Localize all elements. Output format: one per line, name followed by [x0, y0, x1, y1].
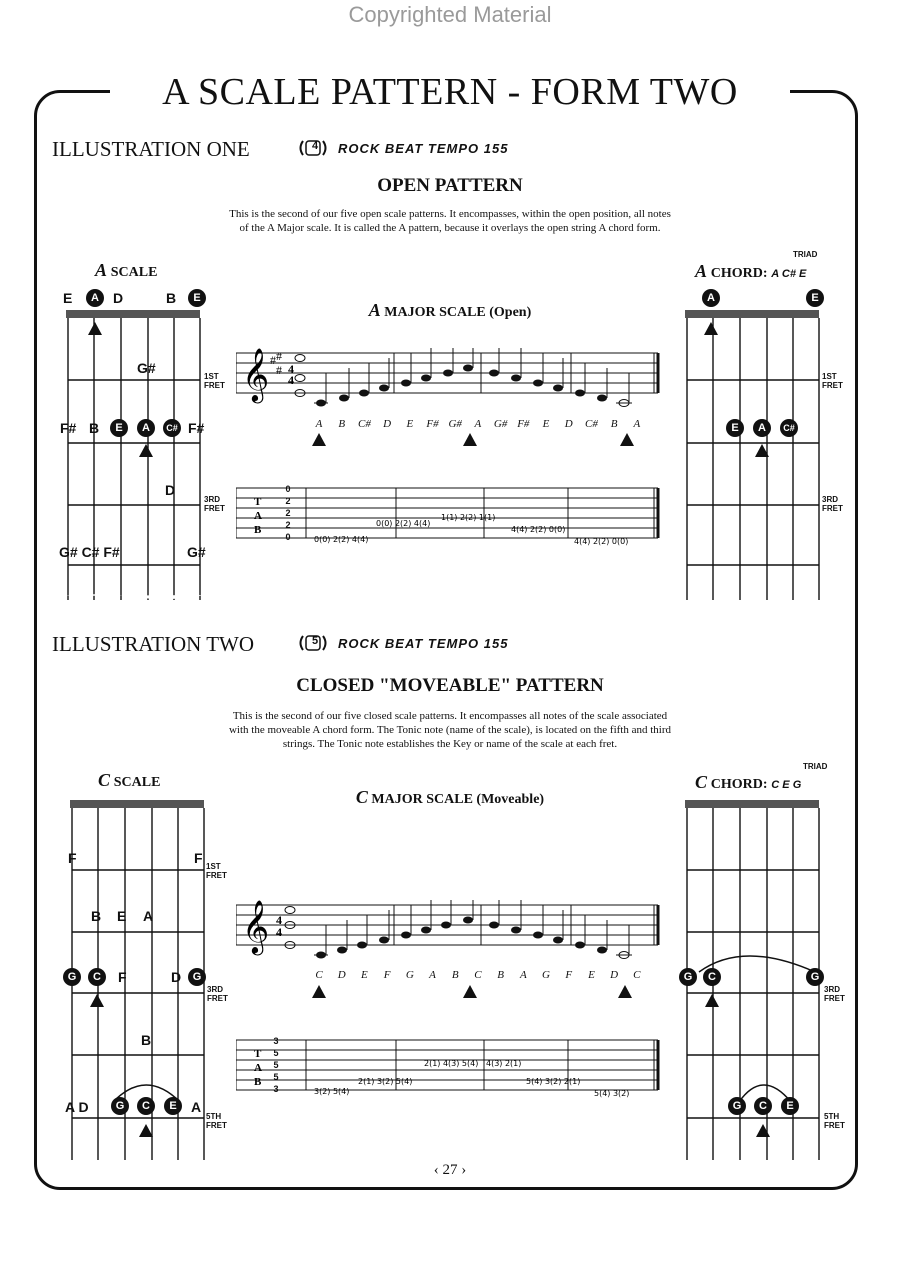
- svg-text:5(4) 3(2): 5(4) 3(2): [594, 1089, 630, 1098]
- fret-note: F#: [188, 420, 205, 436]
- note-name: E: [361, 969, 368, 981]
- svg-text:A: A: [254, 1062, 262, 1074]
- chord-dot: C#: [780, 419, 798, 437]
- note-dot: C#: [163, 419, 181, 437]
- note-name: E: [542, 418, 550, 430]
- note-name: E: [588, 969, 595, 981]
- fret-label: 3RD FRET: [207, 985, 228, 1003]
- svg-text:4(3) 2(1): 4(3) 2(1): [486, 1059, 522, 1068]
- svg-text:B: B: [254, 1076, 262, 1088]
- svg-text:3(2) 5(4): 3(2) 5(4): [314, 1087, 350, 1096]
- tonic-marker: [90, 994, 104, 1007]
- chord-diagram-title: C CHORD: C E G: [695, 772, 802, 792]
- note-name: B: [451, 969, 459, 981]
- fret-note: G# C# F#: [59, 544, 120, 560]
- scale-diagram-title: A SCALE: [95, 260, 158, 280]
- svg-text:#: #: [276, 349, 282, 363]
- svg-text:B: B: [254, 524, 262, 536]
- tab-open-strings: 0 2 2 2 0: [285, 484, 291, 542]
- chord-dot: E: [726, 419, 744, 437]
- fret-note: F: [194, 850, 203, 866]
- copyright-watermark: Copyrighted Material: [348, 2, 552, 27]
- page-number: ‹ 27 ›: [433, 1162, 467, 1178]
- fret-note: F: [68, 850, 77, 866]
- svg-text:4: 4: [276, 925, 282, 939]
- tab-open-strings: 3 5 5 5 3: [273, 1036, 279, 1094]
- note-dot: E: [188, 289, 206, 307]
- description: This is the second of our five open scale patterns. It encompasses, within the open position, all notes of the A Major scale. It is called the A pattern, because it overlays the open string A chord form.: [229, 208, 671, 234]
- note-name: G#: [448, 418, 462, 430]
- svg-text:4(4) 2(2) 0(0): 4(4) 2(2) 0(0): [574, 537, 629, 546]
- fret-note: F#: [60, 420, 77, 436]
- audio-track-number: 4: [311, 140, 319, 152]
- chord-dot: G: [679, 968, 697, 986]
- triad-label: TRIAD: [803, 762, 828, 771]
- fret-note: A: [191, 1099, 202, 1115]
- fret-note: G#: [187, 544, 206, 560]
- fret-note: D: [165, 482, 176, 498]
- audio-track-number: 5: [311, 635, 319, 647]
- chord-dot: A: [702, 289, 720, 307]
- svg-text:4: 4: [288, 362, 294, 376]
- note-dot: E: [164, 1097, 182, 1115]
- note-name: F#: [426, 418, 439, 430]
- note-name: F#: [517, 418, 530, 430]
- tonic-marker: [620, 433, 634, 446]
- page-title: A SCALE PATTERN - FORM TWO: [110, 70, 790, 114]
- tonic-marker: [139, 1124, 153, 1137]
- note-dot: C: [88, 968, 106, 986]
- chord-fretboard: [683, 310, 823, 605]
- scale-diagram-title: C SCALE: [98, 770, 161, 790]
- note-name: B: [338, 418, 346, 430]
- note-name: D: [610, 969, 619, 981]
- chord-dot: G: [728, 1097, 746, 1115]
- note-name: A: [429, 969, 436, 981]
- note-name: A: [633, 418, 641, 430]
- note-name-row: [308, 969, 648, 981]
- note-name: D: [383, 418, 392, 430]
- tonic-marker: [755, 444, 769, 457]
- note-name: C#: [585, 418, 598, 430]
- note-dot: G: [111, 1097, 129, 1115]
- fret-label: 5TH FRET: [206, 1112, 227, 1130]
- note-name: C: [633, 969, 641, 981]
- note-dot: E: [110, 419, 128, 437]
- fret-label: 5TH FRET: [824, 1112, 845, 1130]
- chord-dot: A: [753, 419, 771, 437]
- note-name: D: [337, 969, 346, 981]
- staff-title: C MAJOR SCALE (Moveable): [355, 787, 545, 807]
- note-name: F: [383, 969, 391, 981]
- svg-text:𝄞: 𝄞: [242, 348, 270, 401]
- svg-text:T: T: [254, 496, 262, 508]
- fret-note: A D: [65, 1099, 89, 1115]
- fret-note: E: [117, 908, 127, 924]
- note-name: F: [565, 969, 573, 981]
- chord-dot: C: [703, 968, 721, 986]
- note-dot: A: [86, 289, 104, 307]
- tonic-marker: [312, 433, 326, 446]
- chord-diagram-title: A CHORD: A C# E: [695, 261, 807, 281]
- notation-staff: [236, 348, 661, 563]
- fret-label: 3RD FRET: [822, 495, 843, 513]
- chord-dot: C: [754, 1097, 772, 1115]
- svg-text:2(1) 3(2) 5(4): 2(1) 3(2) 5(4): [358, 1077, 413, 1086]
- fret-note: A: [143, 908, 154, 924]
- chord-dot: E: [781, 1097, 799, 1115]
- svg-text:#: #: [276, 363, 282, 377]
- fret-note: B: [141, 1032, 152, 1048]
- note-name: G: [542, 969, 550, 981]
- fret-label: 3RD FRET: [824, 985, 845, 1003]
- tonic-marker: [463, 433, 477, 446]
- note-name: C#: [357, 418, 371, 430]
- svg-text:4(4) 2(2) 0(0): 4(4) 2(2) 0(0): [511, 525, 566, 534]
- note-name: G#: [493, 418, 508, 430]
- scale-fretboard: [64, 310, 204, 605]
- note-name: A: [474, 418, 482, 430]
- tonic-marker: [756, 1124, 770, 1137]
- illustration-one-label: ILLUSTRATION ONE: [52, 137, 250, 161]
- svg-text:T: T: [254, 1048, 262, 1060]
- description: This is the second of our five closed scale patterns. It encompasses all notes of the scale associated with the moveable A chord form. The Tonic note (name of the scale), is located on the fifth and third strings. The Tonic note establishes the Key or name of the scale at each fret.: [228, 710, 672, 750]
- note-dot: C: [137, 1097, 155, 1115]
- svg-text:𝄞: 𝄞: [242, 900, 270, 953]
- tempo-label: ROCK BEAT TEMPO 155: [338, 141, 509, 156]
- note-name: A: [519, 969, 527, 981]
- fret-label: 1ST FRET: [822, 372, 843, 390]
- note-name: E: [406, 418, 414, 430]
- note-name: C: [315, 969, 323, 981]
- svg-text:5(4) 3(2) 2(1): 5(4) 3(2) 2(1): [526, 1077, 581, 1086]
- tonic-marker: [704, 322, 718, 335]
- illustration-two-label: ILLUSTRATION TWO: [52, 632, 255, 656]
- fret-note: B: [89, 420, 100, 436]
- note-name: B: [497, 969, 504, 981]
- fret-label: 3RD FRET: [204, 495, 225, 513]
- fret-note: F: [118, 969, 127, 985]
- triad-label: TRIAD: [793, 250, 818, 259]
- svg-text:0(0) 2(2) 4(4): 0(0) 2(2) 4(4): [314, 535, 369, 544]
- staff-title: A MAJOR SCALE (Open): [368, 300, 532, 320]
- fret-note: G#: [137, 360, 156, 376]
- tonic-marker: [139, 444, 153, 457]
- svg-text:4: 4: [288, 373, 294, 387]
- note-name: G: [405, 969, 414, 981]
- svg-text:0(0) 2(2) 4(4): 0(0) 2(2) 4(4): [376, 519, 431, 528]
- tonic-marker: [463, 985, 477, 998]
- fret-note: D: [113, 290, 124, 306]
- fret-note: B: [166, 290, 177, 306]
- svg-text:1(1) 2(2) 1(1): 1(1) 2(2) 1(1): [441, 513, 496, 522]
- chord-dot: E: [806, 289, 824, 307]
- fret-label: 1ST FRET: [204, 372, 225, 390]
- tempo-label: ROCK BEAT TEMPO 155: [338, 636, 509, 651]
- note-name: C: [474, 969, 482, 981]
- note-name: B: [610, 418, 618, 430]
- section-heading: OPEN PATTERN: [377, 175, 523, 196]
- section-heading: CLOSED "MOVEABLE" PATTERN: [296, 675, 604, 696]
- svg-text:#: #: [270, 353, 276, 367]
- fret-label: 1ST FRET: [206, 862, 227, 880]
- note-dot: G: [188, 968, 206, 986]
- note-dot: G: [63, 968, 81, 986]
- note-name: D: [564, 418, 573, 430]
- note-name-row: [308, 418, 648, 430]
- note-name: A: [315, 418, 323, 430]
- tonic-marker: [312, 985, 326, 998]
- fret-note: B: [91, 908, 102, 924]
- svg-text:A: A: [254, 510, 262, 522]
- svg-text:4: 4: [276, 913, 282, 927]
- tonic-marker: [88, 322, 102, 335]
- note-dot: A: [137, 419, 155, 437]
- fret-note: D: [171, 969, 182, 985]
- svg-text:2(1) 4(3) 5(4): 2(1) 4(3) 5(4): [424, 1059, 479, 1068]
- tonic-marker: [705, 994, 719, 1007]
- tonic-marker: [618, 985, 632, 998]
- fret-note: E: [63, 290, 73, 306]
- chord-dot: G: [806, 968, 824, 986]
- notation-staff: [236, 900, 661, 1115]
